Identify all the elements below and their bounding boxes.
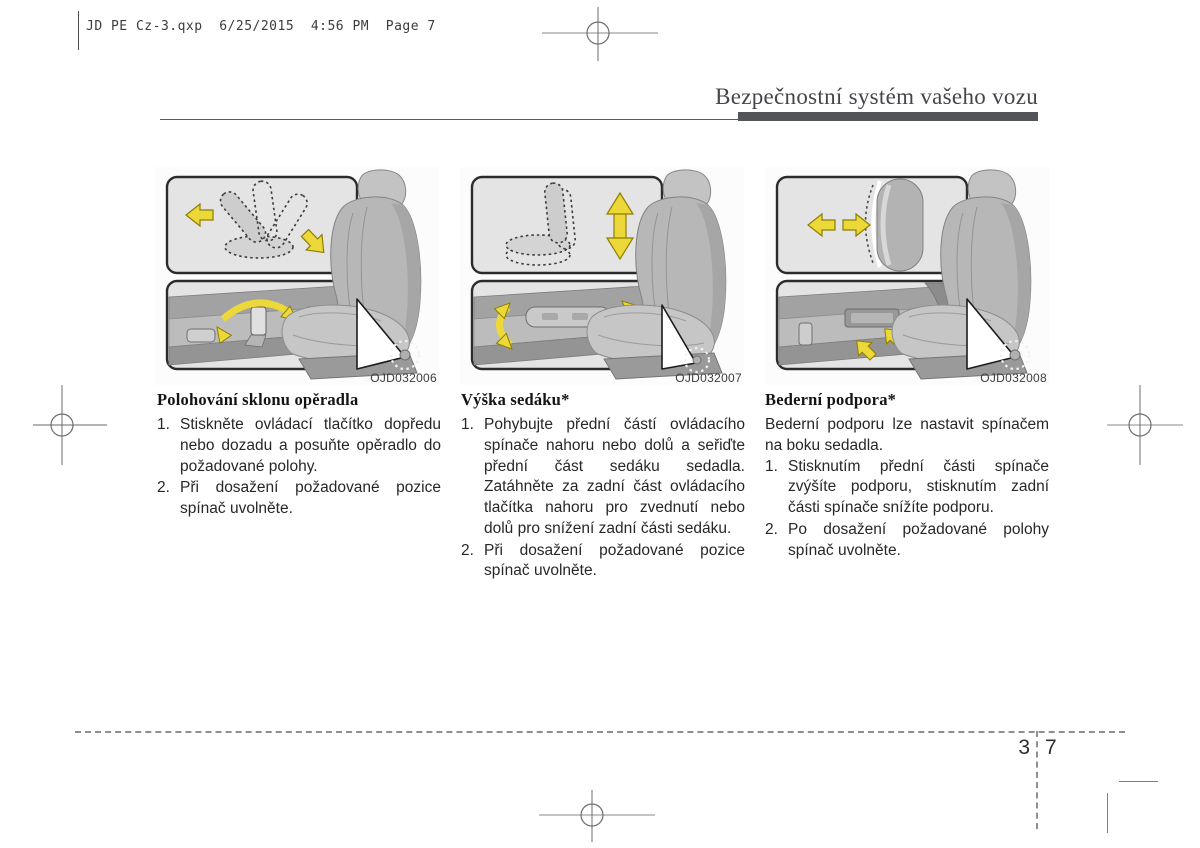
figure-code: OJD032008 [980,371,1047,385]
step-text: Pohybujte přední částí ovládacího spínače nahoru nebo dolů a seřiďte přední část sedáku sedadla. Zatáhněte za zadní část ovládacího tlačítka nahoru pro zvednutí nebo dolů pro snížení zadní části sedáku. [484,416,745,537]
step-number: 2. [765,520,778,538]
section-intro: Bederní podporu lze nastavit spínačem na boku sedadla. [765,416,1049,454]
recline-lever [251,307,266,335]
registration-mark-bottom-icon [535,782,659,848]
step-item [765,457,1049,519]
registration-mark-left-icon [15,383,115,467]
section-heading: Bederní podpora* [765,390,897,409]
figure-code: OJD032007 [675,371,742,385]
figure-seat-height [460,167,744,385]
page-header-title: Bezpečnostní systém vašeho vozu [715,84,1038,109]
section-heading: Výška sedáku* [461,390,570,409]
seatback-recline-illustration [155,167,439,385]
figure-lumbar-support [765,167,1049,385]
step-number: 1. [461,416,474,433]
step-item [765,520,1049,562]
footer-dashed-rule [75,731,1125,733]
step-item [157,415,441,477]
registration-mark-top-icon [538,3,662,65]
section-lumbar-support [765,390,1049,562]
section-seatback-recline [157,390,441,521]
trim-mark-horizontal [1119,781,1158,782]
step-number: 1. [765,457,778,475]
step-number: 2. [157,479,170,497]
figure-code: OJD032006 [370,371,437,385]
step-text: Stiskněte ovládací tlačítko dopředu nebo dozadu a posuňte opěradlo do požadované polohy. [180,416,441,475]
section-heading: Polohování sklonu opěradla [157,390,359,409]
step-text: Po dosažení požadované polohy spínač uvolněte. [788,520,1049,559]
seat-height-illustration [460,167,744,385]
print-slug: JD PE Cz-3.qxp 6/25/2015 4:56 PM Page 7 [86,19,436,34]
step-number: 1. [157,416,170,433]
section-seat-height [461,390,745,583]
figure-seatback-recline [155,167,439,385]
header-rule-thick [738,112,1038,121]
registration-mark-right-icon [1095,383,1195,467]
step-item [461,415,745,540]
slug-divider [78,11,79,50]
step-text: Při dosažení požadované pozice spínač uvolněte. [180,479,441,518]
footer-chapter-number: 3 [1018,736,1030,759]
step-item [157,478,441,520]
step-text: Stisknutím přední části spínače zvýšíte podporu, stisknutím zadní části spínače snížíte podporu. [788,457,1049,517]
footer-page-number: 7 [1045,736,1057,759]
step-text: Při dosažení požadované pozice spínač uvolněte. [484,541,745,580]
header-rule-thin [160,119,738,120]
step-item [461,541,745,583]
lumbar-support-illustration [765,167,1049,385]
footer-dashed-divider [1036,731,1038,829]
trim-mark-vertical [1107,793,1108,833]
step-number: 2. [461,541,474,559]
